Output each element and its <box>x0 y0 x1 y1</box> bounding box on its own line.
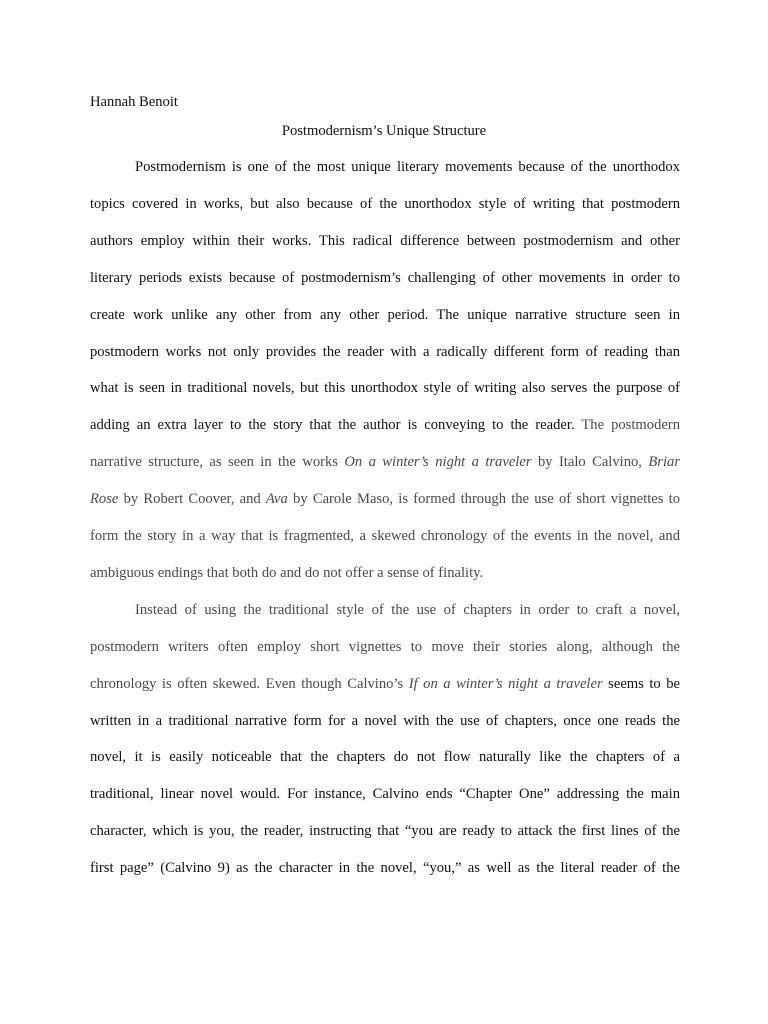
body-line <box>90 675 680 693</box>
body-text-segment: ambiguous endings that both do and do not offer a sense of finality. <box>90 565 484 581</box>
author-name: Hannah Benoit <box>90 94 178 110</box>
body-text-segment: what is seen in traditional novels, but this unorthodox style of writing also serves the purpose of <box>90 380 680 396</box>
body-text-segment: authors employ within their works. This radical difference between postmodernism and other <box>90 233 680 249</box>
body-line <box>90 453 680 471</box>
body-line <box>90 822 680 840</box>
body-line <box>90 638 680 656</box>
body-line <box>90 785 680 803</box>
body-line <box>90 490 680 508</box>
italic-title-text: Rose <box>90 491 119 507</box>
body-text-segment: Instead of using the traditional style of the use of chapters in order to craft a novel, <box>135 602 680 618</box>
italic-title-text: Ava <box>265 491 288 507</box>
body-line <box>90 343 680 361</box>
body-text-segment: form the story in a way that is fragmented, a skewed chronology of the events in the novel, and <box>90 528 680 544</box>
body-text-segment: character, which is you, the reader, instructing that “you are ready to attack the first lines of the <box>90 823 680 839</box>
body-line <box>90 269 680 287</box>
body-text-segment: seems to be <box>602 676 680 692</box>
body-text-segment: traditional, linear novel would. For instance, Calvino ends “Chapter One” addressing the main <box>90 786 680 802</box>
body-line <box>90 527 680 545</box>
body-text-segment: chronology is often skewed. Even though Calvino’s <box>90 676 409 692</box>
body-text-segment: first page” (Calvino 9) as the character in the novel, “you,” as well as the literal reader of the <box>90 860 680 876</box>
italic-title-text: Briar <box>648 454 680 470</box>
body-line <box>90 859 680 877</box>
body-line <box>135 601 680 619</box>
body-line <box>90 379 680 397</box>
body-text-segment: postmodern works not only provides the reader with a radically different form of reading than <box>90 344 680 360</box>
body-text-segment: novel, it is easily noticeable that the chapters do not flow naturally like the chapters of a <box>90 749 680 765</box>
body-line <box>90 416 680 434</box>
body-text-segment: Postmodernism is one of the most unique literary movements because of the unorthodox <box>135 159 680 175</box>
italic-title-text: If on a winter’s night a traveler <box>408 676 603 692</box>
body-text-segment: by Italo Calvino, <box>531 454 649 470</box>
body-text-segment: by Carole Maso, is formed through the use of short vignettes to <box>287 491 680 507</box>
body-text-segment: postmodern writers often employ short vignettes to move their stories along, although the <box>90 639 680 655</box>
body-line <box>90 232 680 250</box>
body-text-segment: written in a traditional narrative form for a novel with the use of chapters, once one reads the <box>90 713 680 729</box>
body-line <box>90 712 680 730</box>
document-title: Postmodernism’s Unique Structure <box>281 123 487 139</box>
body-text-segment: narrative structure, as seen in the works <box>90 454 345 470</box>
body-line <box>90 748 680 766</box>
body-text-segment: create work unlike any other from any other period. The unique narrative structure seen in <box>90 307 680 323</box>
body-text-segment: The postmodern <box>581 417 681 433</box>
italic-title-text: On a winter’s night a traveler <box>344 454 532 470</box>
body-text-segment: topics covered in works, but also because of the unorthodox style of writing that postmodern <box>90 196 680 212</box>
body-text-segment: adding an extra layer to the story that the author is conveying to the reader. <box>90 417 582 433</box>
body-text-segment: literary periods exists because of postmodernism’s challenging of other movements in order to <box>90 270 680 286</box>
body-line <box>135 158 680 176</box>
body-line <box>90 306 680 324</box>
body-line <box>90 195 680 213</box>
body-text-segment: by Robert Coover, and <box>118 491 266 507</box>
body-line <box>90 564 680 582</box>
